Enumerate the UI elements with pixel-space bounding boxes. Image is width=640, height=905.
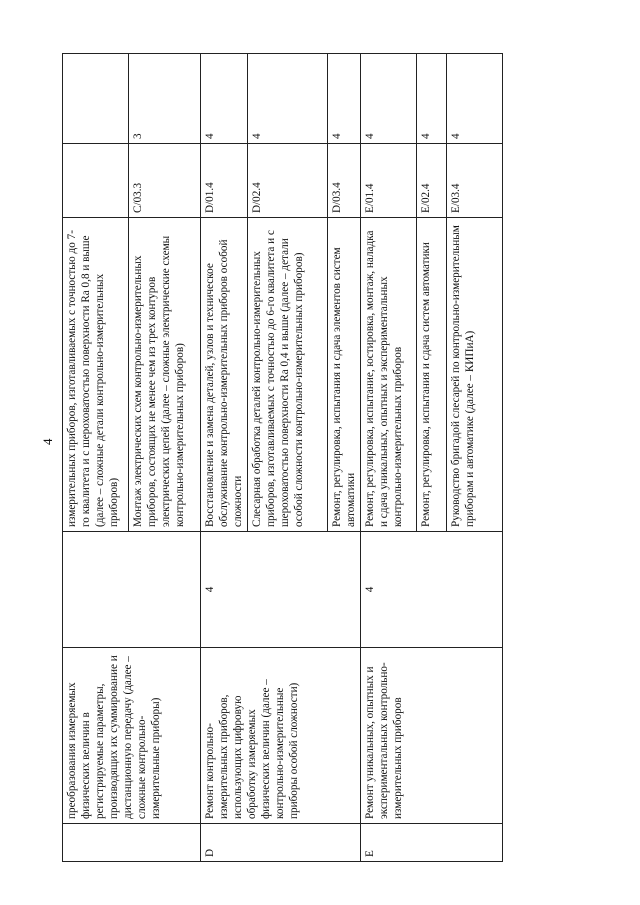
- subfunction-level: 4: [361, 54, 417, 144]
- subfunction-name: Ремонт, регулировка, испытание, юстировка, монтаж, наладка и сдача уникальных, опытных и экспериментальных контрольно-измерительных приборов: [361, 218, 417, 532]
- subfunction-name: Слесарная обработка деталей контрольно-измерительных приборов, изготавливаемых с точностью до 6-го квалитета и с шероховатостью поверхности Ra 0,4 и выше (далее – детали особой сложности контрольно-измерительных приборов): [248, 218, 328, 532]
- table-row: [361, 54, 417, 862]
- function-code: D: [201, 824, 361, 862]
- table-row: [63, 54, 129, 862]
- table-row: [201, 54, 248, 862]
- page-number: 4: [40, 438, 55, 445]
- subfunction-code: D/01.4: [201, 144, 248, 218]
- functions-table: [62, 53, 503, 862]
- function-name: преобразования измеряемых физических величин в регистрируемые параметры, производящих их суммирование и дистанционную передачу (далее – сложные контрольно-измерительные приборы): [63, 648, 201, 824]
- subfunction-level: 4: [328, 54, 361, 144]
- subfunction-name: Восстановление и замена деталей, узлов и техническое обслуживание контрольно-измерительных приборов особой сложности: [201, 218, 248, 532]
- function-code: [63, 824, 201, 862]
- function-level: [63, 532, 201, 648]
- subfunction-code: C/03.3: [129, 144, 201, 218]
- subfunction-level: 4: [447, 54, 503, 144]
- subfunction-level: 4: [417, 54, 447, 144]
- function-level: 4: [201, 532, 361, 648]
- rotated-table-wrapper: [62, 54, 498, 862]
- function-level: 4: [361, 532, 503, 648]
- subfunction-code: D/02.4: [248, 144, 328, 218]
- subfunction-level: 3: [129, 54, 201, 144]
- function-name: Ремонт уникальных, опытных и экспериментальных контрольно-измерительных приборов: [361, 648, 503, 824]
- function-code: E: [361, 824, 503, 862]
- subfunction-code: E/03.4: [447, 144, 503, 218]
- subfunction-name: Руководство бригадой слесарей по контрольно-измерительным приборам и автоматике (далее – КИПиА): [447, 218, 503, 532]
- subfunction-level: 4: [201, 54, 248, 144]
- subfunction-name: Ремонт, регулировка, испытания и сдача элементов систем автоматики: [328, 218, 361, 532]
- subfunction-code: D/03.4: [328, 144, 361, 218]
- function-name: Ремонт контрольно-измерительных приборов, использующих цифровую обработку измеряемых физических величин (далее – контрольно-измерительные приборы особой сложности): [201, 648, 361, 824]
- subfunction-code: [63, 144, 129, 218]
- subfunction-name: измерительных приборов, изготавливаемых с точностью до 7-го квалитета и с шероховатостью поверхности Ra 0,8 и выше (далее – сложные детали контрольно-измерительных приборов): [63, 218, 129, 532]
- subfunction-name: Ремонт, регулировка, испытания и сдача систем автоматики: [417, 218, 447, 532]
- subfunction-code: E/01.4: [361, 144, 417, 218]
- subfunction-level: [63, 54, 129, 144]
- subfunction-code: E/02.4: [417, 144, 447, 218]
- subfunction-level: 4: [248, 54, 328, 144]
- subfunction-name: Монтаж электрических схем контрольно-измерительных приборов, состоящих не менее чем из трех контуров электрических цепей (далее – сложные электрические схемы контрольно-измерительных приборов): [129, 218, 201, 532]
